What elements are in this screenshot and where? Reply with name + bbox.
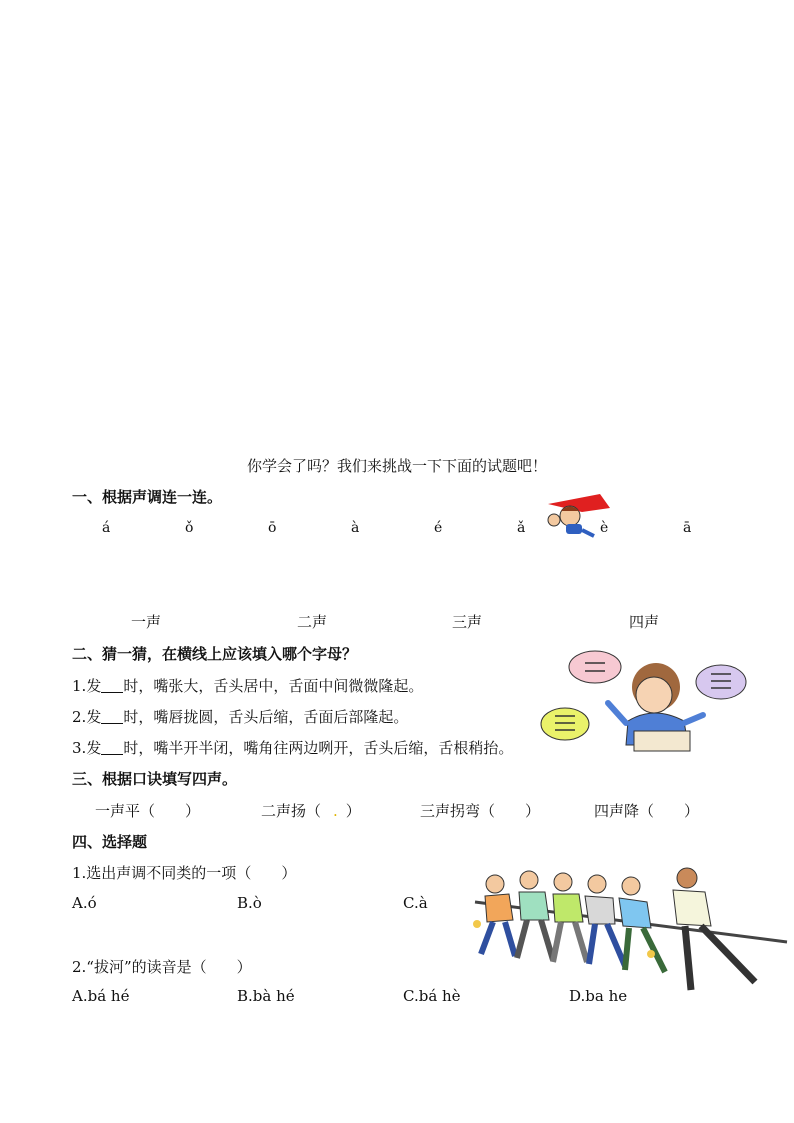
section-two-title: 二、猜一猜，在横线上应该填入哪个字母？ xyxy=(72,645,358,663)
answer-blank[interactable] xyxy=(101,709,123,724)
teacher-speech-illustration xyxy=(538,645,750,753)
question-prefix: 发 xyxy=(86,708,102,726)
tone-rhyme-close: ） xyxy=(345,802,361,820)
question-prefix: 发 xyxy=(86,677,102,695)
question-line xyxy=(72,675,423,696)
tone-rhyme: 一声平（ ） xyxy=(95,802,201,820)
tone-letter: é xyxy=(434,520,443,536)
question-text: 时，嘴半开半闭，嘴角往两边咧开，舌头后缩，舌根稍抬。 xyxy=(123,739,514,757)
tone-label: 四声 xyxy=(629,613,660,631)
question-line xyxy=(72,706,408,727)
tone-letter: ā xyxy=(683,520,692,536)
tone-letter: ō xyxy=(268,520,277,536)
tone-rhyme: 四声降（ ） xyxy=(594,802,700,820)
tone-label: 二声 xyxy=(297,613,328,631)
tone-label: 一声 xyxy=(131,613,162,631)
superhero-illustration xyxy=(542,490,614,540)
question-number: 2. xyxy=(72,708,87,726)
question-number: 3. xyxy=(72,739,87,757)
tone-rhyme: 三声拐弯（ ） xyxy=(420,802,541,820)
tug-of-war-illustration xyxy=(465,862,790,1010)
question-prefix: 发 xyxy=(86,739,102,757)
tone-rhyme xyxy=(261,800,361,821)
intro-text: 你学会了吗？我们来挑战一下下面的试题吧！ xyxy=(246,457,547,475)
question-stem: 2.“拔河”的读音是（ ） xyxy=(72,958,252,976)
answer-blank[interactable] xyxy=(101,740,123,755)
choice-option[interactable]: C.bá hè xyxy=(403,987,461,1005)
tone-letter: ǒ xyxy=(185,520,194,536)
tone-letter: á xyxy=(102,520,111,536)
tone-label: 三声 xyxy=(452,613,483,631)
tone-rhyme-text: 二声扬（ xyxy=(261,802,322,820)
question-number: 1. xyxy=(72,677,87,695)
tone-letter: à xyxy=(351,520,360,536)
question-text: 时，嘴唇拢圆，舌头后缩，舌面后部隆起。 xyxy=(123,708,409,726)
choice-option[interactable]: D.ba he xyxy=(569,987,628,1005)
section-three-title: 三、根据口诀填写四声。 xyxy=(72,770,238,788)
choice-option[interactable]: A.ó xyxy=(72,894,97,912)
section-four-title: 四、选择题 xyxy=(72,833,148,851)
choice-option[interactable]: A.bá hé xyxy=(72,987,130,1005)
choice-option[interactable]: B.ò xyxy=(237,894,262,912)
question-line xyxy=(72,737,513,758)
choice-option[interactable]: C.à xyxy=(403,894,428,912)
question-stem: 1.选出声调不同类的一项（ ） xyxy=(72,864,297,882)
answer-blank[interactable] xyxy=(101,678,123,693)
question-text: 时，嘴张大，舌头居中，舌面中间微微隆起。 xyxy=(123,677,424,695)
choice-option[interactable]: B.bà hé xyxy=(237,987,295,1005)
tone-letter: è xyxy=(600,520,609,536)
section-one-title: 一、根据声调连一连。 xyxy=(72,488,223,506)
tone-letter: ǎ xyxy=(517,520,526,536)
answer-mark: . xyxy=(333,802,338,820)
